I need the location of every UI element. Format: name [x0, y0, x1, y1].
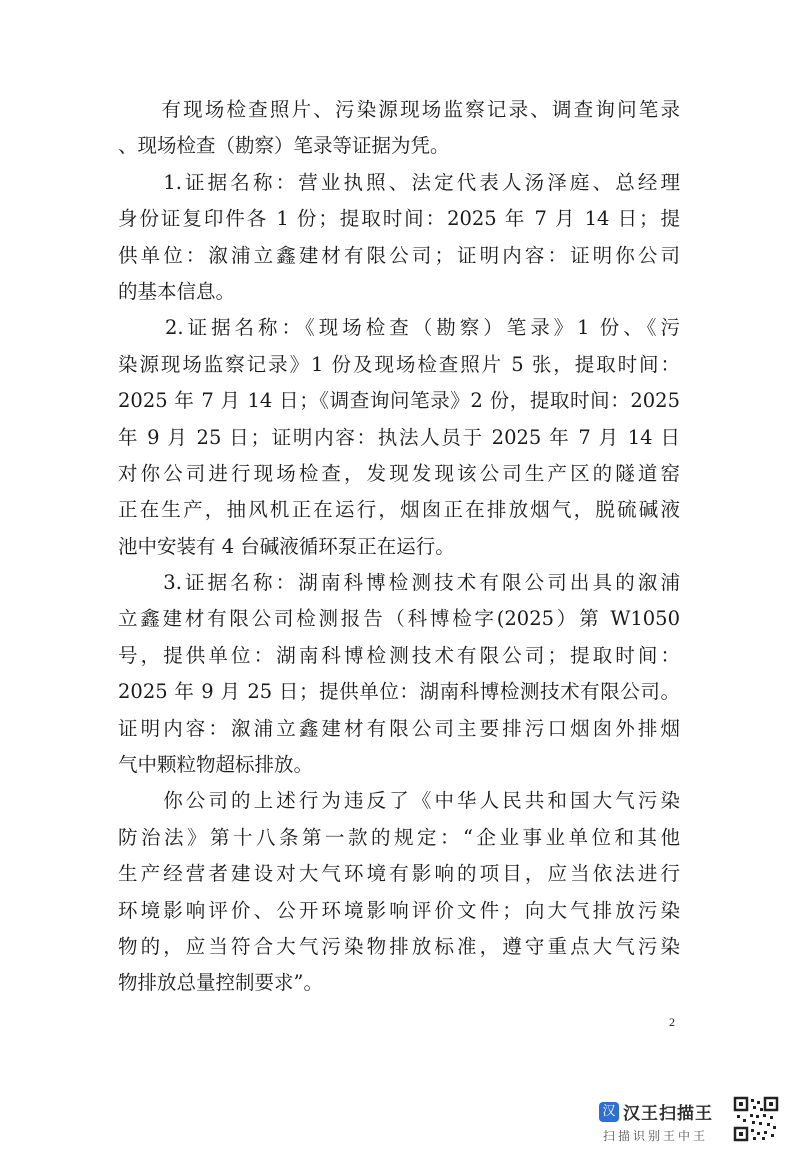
text-line: 物的，应当符合大气污染物排放标准，遵守重点大气污染	[118, 934, 680, 958]
text-line: 有现场检查照片、污染源现场监察记录、调查询问笔录	[118, 98, 680, 121]
text-line: 供单位：溆浦立鑫建材有限公司；证明内容：证明你公司	[118, 243, 680, 267]
text-line: 、现场检查（勘察）笔录等证据为凭。	[118, 134, 450, 158]
text-line: 你公司的上述行为违反了《中华人民共和国大气污染	[118, 789, 680, 813]
text-line: 的基本信息。	[118, 279, 236, 303]
text-line: 正在生产，抽风机正在运行，烟囱正在排放烟气，脱硫碱液	[118, 498, 680, 522]
text-line: 证明内容：溆浦立鑫建材有限公司主要排污口烟囱外排烟	[118, 716, 680, 740]
text-line: 环境影响评价、公开环境影响评价文件；向大气排放污染	[118, 898, 680, 922]
text-line: 对你公司进行现场检查，发现发现该公司生产区的隧道窑	[118, 461, 680, 485]
scanner-watermark	[599, 1096, 779, 1148]
text-line: 年 9 月 25 日；证明内容：执法人员于 2025 年 7 月 14 日	[118, 425, 680, 449]
text-line: 2025 年 7 月 14 日；《调查询问笔录》2 份，提取时间：2025	[118, 389, 680, 413]
text-line: 2025 年 9 月 25 日；提供单位：湖南科博检测技术有限公司。	[118, 680, 680, 704]
text-line: 染源现场监察记录》1 份及现场检查照片 5 张，提取时间：	[118, 352, 680, 376]
text-line: 池中安装有 4 台碱液循环泵正在运行。	[118, 534, 455, 558]
document-body	[118, 92, 680, 1002]
text-line: 气中颗粒物超标排放。	[118, 753, 314, 777]
text-line: 防治法》第十八条第一款的规定：“企业事业单位和其他	[118, 825, 680, 849]
text-line: 生产经营者建设对大气环境有影响的项目，应当依法进行	[118, 862, 680, 886]
text-line: 身份证复印件各 1 份；提取时间：2025 年 7 月 14 日；提	[118, 207, 680, 231]
watermark-slogan: 扫描识别王中王	[603, 1129, 709, 1143]
text-line: 物排放总量控制要求”。	[118, 971, 323, 995]
text-line: 3.证据名称：湖南科博检测技术有限公司出具的溆浦	[118, 571, 680, 595]
page-number: 2	[669, 1015, 675, 1029]
hanwang-logo-icon: 汉	[599, 1102, 619, 1122]
text-line: 立鑫建材有限公司检测报告（科博检字(2025）第 W1050	[118, 607, 680, 631]
text-line: 2.证据名称：《现场检查（勘察）笔录》1 份、《污	[118, 316, 680, 340]
text-line: 号，提供单位：湖南科博检测技术有限公司；提取时间：	[118, 643, 680, 667]
qr-code-icon	[733, 1096, 779, 1142]
watermark-brand: 汉王扫描王	[623, 1104, 713, 1124]
text-line: 1.证据名称：营业执照、法定代表人汤泽庭、总经理	[118, 170, 680, 194]
